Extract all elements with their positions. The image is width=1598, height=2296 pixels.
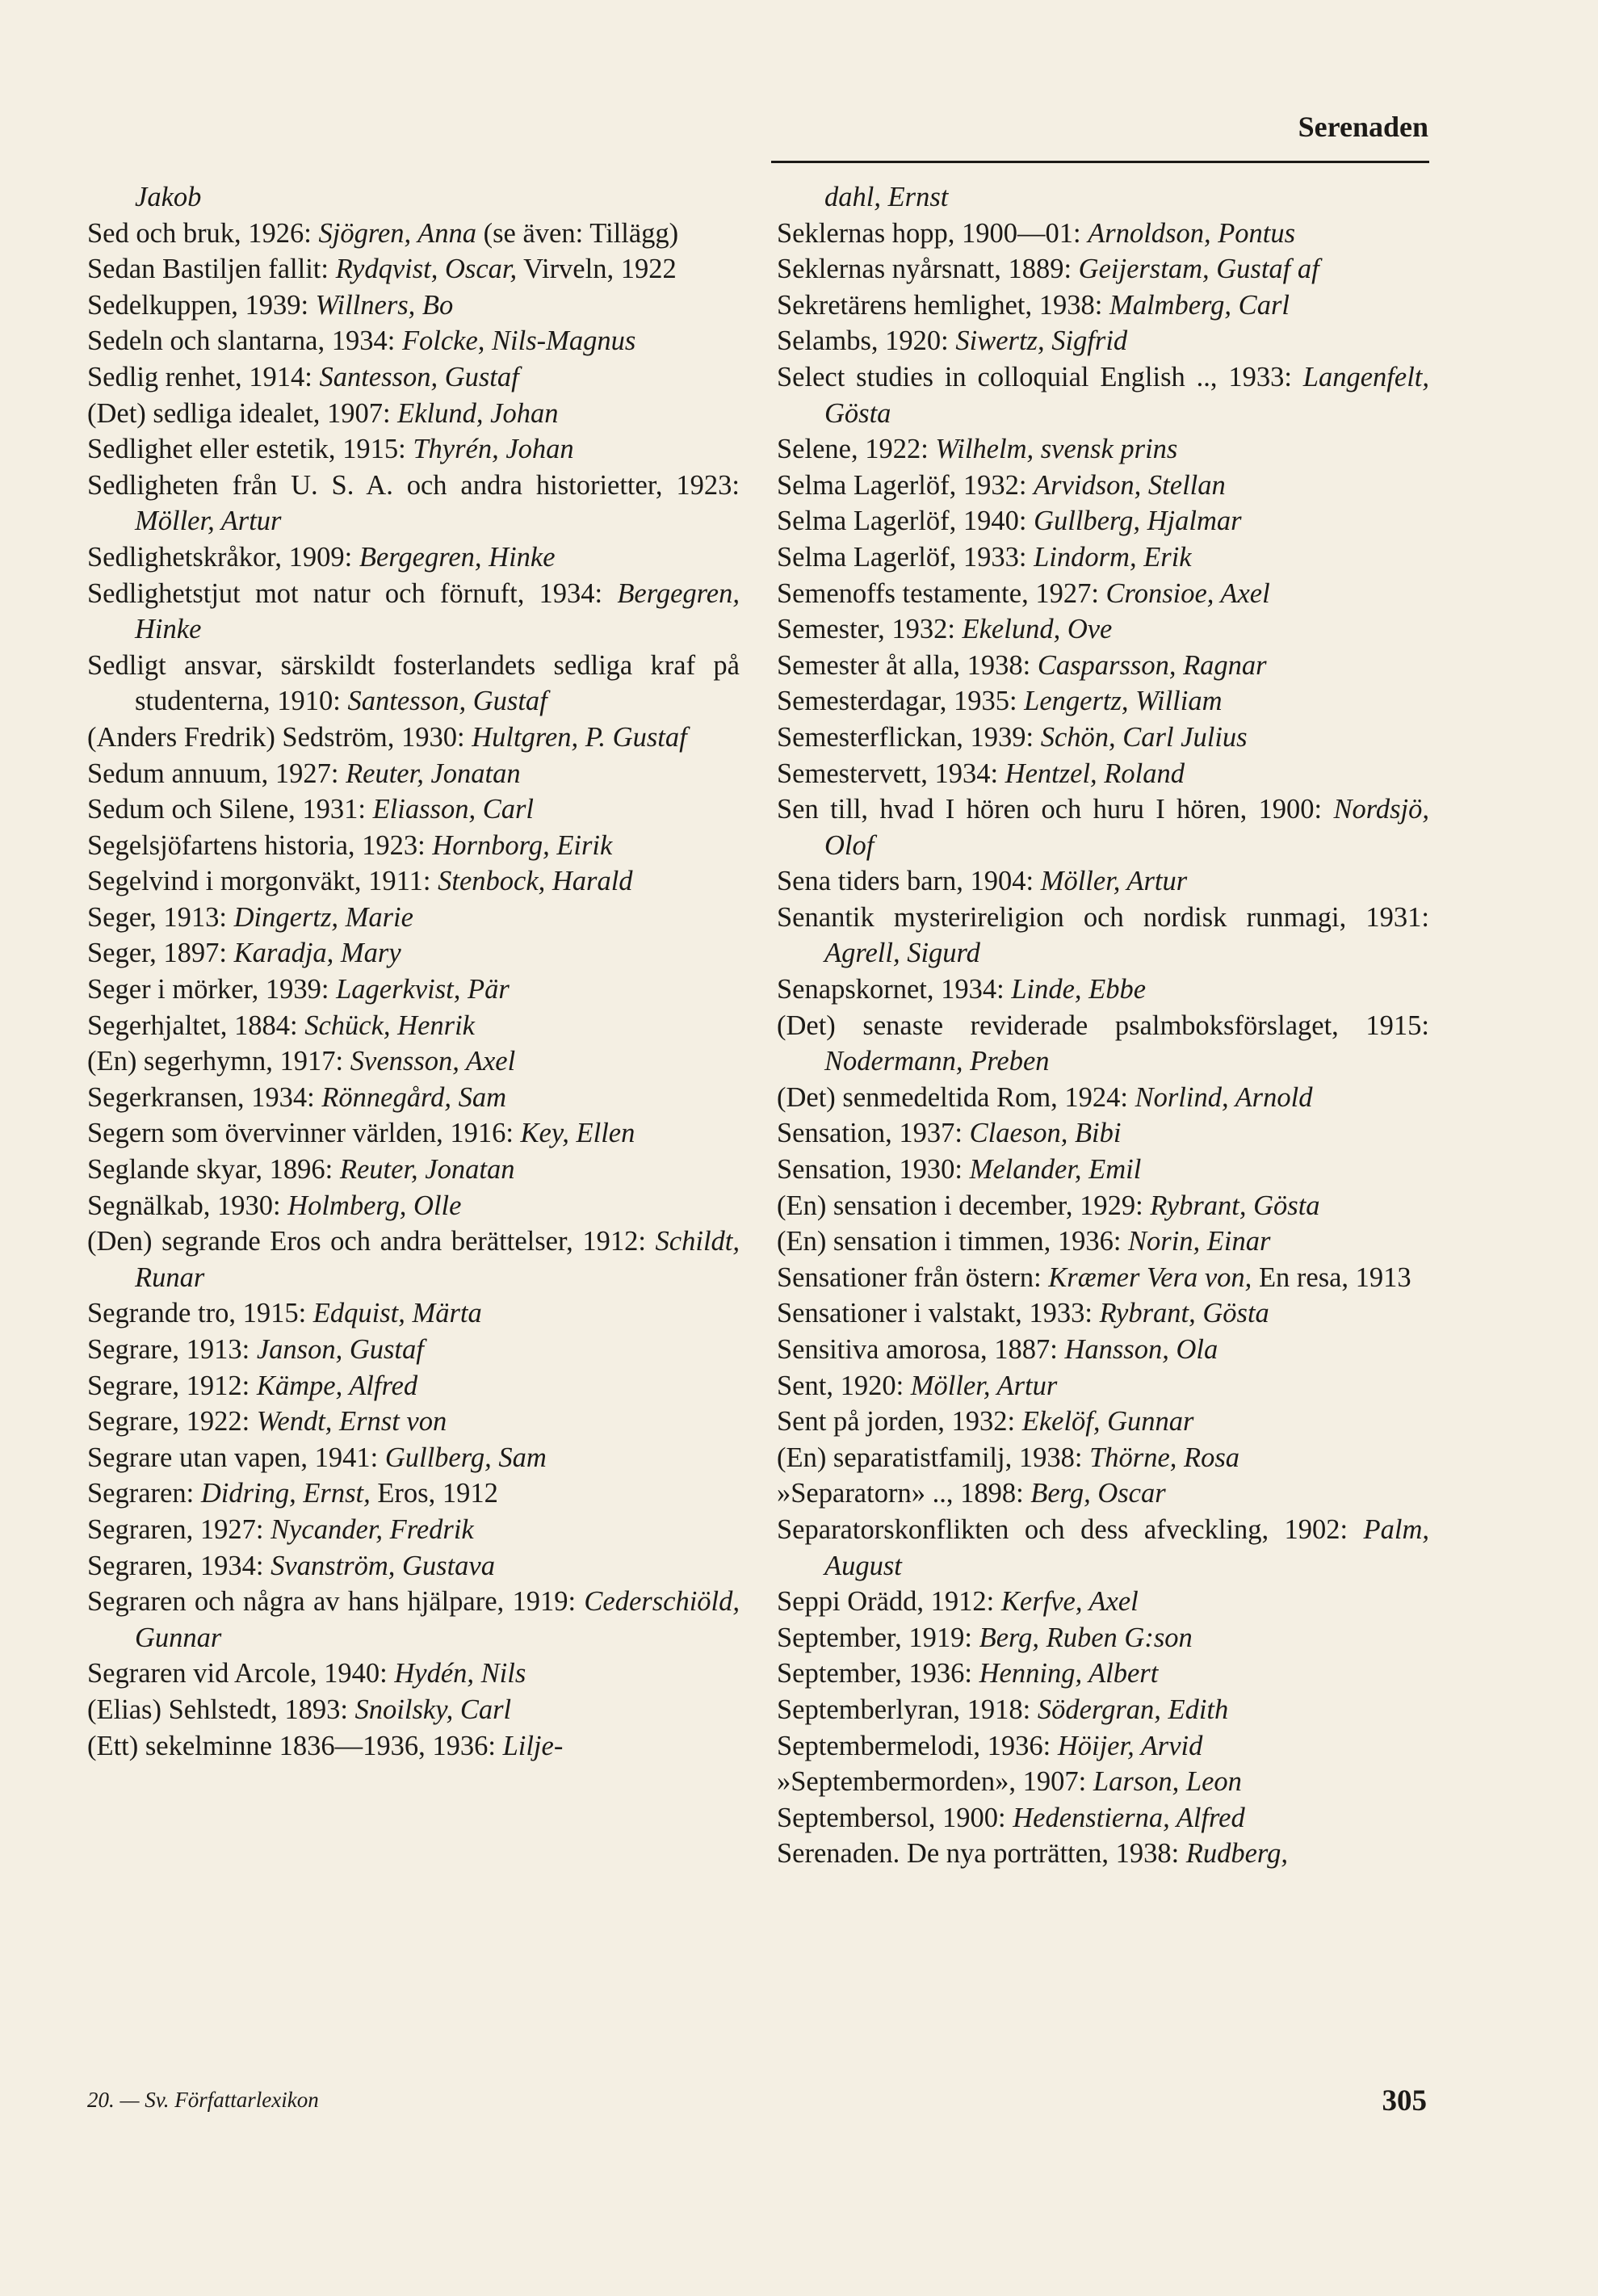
entry-title: Sena tiders barn, 1904: (777, 866, 1041, 897)
index-entry (87, 1728, 740, 1765)
entry-author: Hultgren, P. Gustaf (472, 721, 687, 753)
entry-title: Segrande tro, 1915: (87, 1298, 313, 1329)
entry-author: Svanström, Gustava (271, 1550, 495, 1581)
entry-title: Senantik mysterireligion och nordisk runmagi, 1931: (777, 901, 1429, 933)
entry-author: Melander, Emil (969, 1154, 1142, 1186)
entry-title: Sekretärens hemlighet, 1938: (777, 289, 1109, 321)
index-entry (87, 972, 740, 1008)
index-entry (87, 648, 740, 720)
entry-title: (Det) senaste reviderade psalmboksförslaget, 1915: (777, 1009, 1429, 1041)
index-entry (87, 935, 740, 972)
entry-author: Höijer, Arvid (1057, 1730, 1203, 1761)
entry-author: dahl, Ernst (824, 182, 949, 212)
entry-title: Separatorskonflikten och dess afveckling, 1902: (777, 1513, 1364, 1545)
entry-title: Segrare utan vapen, 1941: (87, 1442, 385, 1473)
index-entry (87, 1548, 740, 1585)
right-column (777, 179, 1429, 1872)
entry-author: Lagerkvist, Pär (336, 974, 510, 1005)
entry-author: Arnoldson, Pontus (1088, 217, 1296, 249)
entry-author: Rudberg, (1185, 1838, 1288, 1870)
entry-author: Schön, Carl Julius (1040, 721, 1248, 753)
index-entry (777, 1836, 1429, 1872)
index-entry (87, 1043, 740, 1080)
index-entry (87, 1440, 740, 1476)
index-entry (87, 791, 740, 828)
index-entry (87, 1295, 740, 1332)
entry-author: Nodermann, Preben (824, 1046, 1050, 1077)
index-entry (87, 1224, 740, 1295)
entry-author: Gullberg, Sam (384, 1442, 547, 1473)
entry-title: Segraren vid Arcole, 1940: (87, 1658, 395, 1689)
entry-title: Septemberlyran, 1918: (777, 1694, 1038, 1725)
entry-author: Eliasson, Carl (372, 794, 534, 825)
entry-author: Karadja, Mary (233, 938, 401, 969)
entry-author: Hentzel, Roland (1005, 758, 1185, 789)
entry-title: Semesterdagar, 1935: (777, 686, 1025, 717)
entry-author: Schück, Henrik (304, 1009, 475, 1041)
index-entry (87, 828, 740, 864)
entry-title: (Det) senmedeltida Rom, 1924: (777, 1081, 1135, 1113)
index-entry (87, 1692, 740, 1728)
entry-author: Rydqvist, Oscar, (335, 254, 518, 285)
index-entry (87, 900, 740, 936)
entry-title: Septembersol, 1900: (777, 1802, 1013, 1833)
entry-author: Thörne, Rosa (1089, 1442, 1240, 1473)
entry-author: Malmberg, Carl (1109, 289, 1290, 321)
index-entry (87, 1008, 740, 1044)
entry-title: Selambs, 1920: (777, 325, 956, 357)
entry-author: Möller, Artur (1040, 866, 1188, 897)
entry-title: Seglande skyar, 1896: (87, 1154, 340, 1186)
entry-author: Berg, Oscar (1030, 1478, 1166, 1509)
entry-author: Bergegren, Hinke (359, 541, 556, 573)
index-entry (777, 179, 1429, 216)
entry-suffix: Virveln, 1922 (517, 254, 677, 285)
entry-author: Jakob (135, 182, 202, 212)
entry-title: (Den) segrande Eros och andra berättelser, 1912: (87, 1226, 656, 1257)
index-entry (777, 1800, 1429, 1836)
index-entry (777, 1332, 1429, 1368)
entry-title: (Ett) sekelminne 1836—1936, 1936: (87, 1730, 503, 1761)
entry-author: Key, Ellen (520, 1118, 635, 1149)
index-entry (777, 1728, 1429, 1765)
entry-author: Hedenstierna, Alfred (1013, 1802, 1245, 1833)
index-entry (777, 359, 1429, 431)
entry-title: Sen till, hvad I hören och huru I hören, 1900: (777, 794, 1334, 825)
entry-author: Langenfelt, Gösta (824, 361, 1429, 429)
index-entry (87, 251, 740, 288)
index-entry (87, 720, 740, 756)
index-entry (777, 1692, 1429, 1728)
index-entry (777, 1656, 1429, 1692)
index-entry (777, 756, 1429, 792)
entry-title: (En) sensation i timmen, 1936: (777, 1226, 1129, 1257)
index-entry (777, 1188, 1429, 1224)
index-entry (777, 648, 1429, 684)
index-entry (87, 396, 740, 432)
entry-title: Sent, 1920: (777, 1370, 911, 1401)
index-entry (87, 1404, 740, 1440)
entry-title: Segraren, 1927: (87, 1513, 271, 1545)
index-entry (87, 1188, 740, 1224)
entry-title: (En) sensation i december, 1929: (777, 1190, 1151, 1221)
index-entry (777, 791, 1429, 863)
entry-title: Sensation, 1930: (777, 1154, 970, 1186)
index-entry (87, 1584, 740, 1656)
entry-title: Semesterflickan, 1939: (777, 721, 1041, 753)
index-entry (87, 1115, 740, 1152)
entry-author: Södergran, Edith (1037, 1694, 1229, 1725)
entry-title: (En) segerhymn, 1917: (87, 1046, 350, 1077)
index-entry (87, 539, 740, 576)
entry-author: Stenbock, Harald (438, 866, 633, 897)
left-column (87, 179, 740, 1764)
index-entry (777, 576, 1429, 612)
entry-author: Nordsjö, Olof (824, 794, 1429, 861)
entry-title: Sedligt ansvar, särskildt fosterlandets sedliga kraf på studenterna, 1910: (87, 649, 740, 717)
index-entry (87, 1475, 740, 1512)
entry-title: Segraren, 1934: (87, 1550, 271, 1581)
entry-author: Möller, Artur (135, 506, 282, 537)
entry-author: Geijerstam, Gustaf af (1078, 254, 1319, 285)
entry-author: Wendt, Ernst von (256, 1406, 447, 1438)
entry-title: Semenoffs testamente, 1927: (777, 577, 1106, 609)
entry-title: Seger, 1913: (87, 901, 234, 933)
index-entry (777, 1260, 1429, 1296)
index-entry (777, 1224, 1429, 1260)
index-entry (87, 468, 740, 539)
index-entry (777, 539, 1429, 576)
entry-author: Hornborg, Eirik (432, 829, 613, 861)
entry-author: Svensson, Axel (350, 1046, 516, 1077)
entry-title: Septembermelodi, 1936: (777, 1730, 1058, 1761)
index-entry (777, 431, 1429, 468)
entry-author: Kræmer Vera von, (1048, 1261, 1252, 1293)
entry-title: Sedelkuppen, 1939: (87, 289, 316, 321)
entry-author: Lindorm, Erik (1034, 541, 1192, 573)
entry-author: Berg, Ruben G:son (979, 1622, 1193, 1653)
entry-title: Selma Lagerlöf, 1932: (777, 469, 1034, 501)
index-entry (777, 251, 1429, 288)
index-entry (777, 863, 1429, 900)
entry-author: Claeson, Bibi (969, 1118, 1122, 1149)
entry-title: Segraren: (87, 1478, 201, 1509)
entry-author: Gullberg, Hjalmar (1034, 506, 1242, 537)
entry-author: Janson, Gustaf (256, 1334, 424, 1365)
entry-title: (Det) sedliga idealet, 1907: (87, 397, 398, 429)
entry-title: Sed och bruk, 1926: (87, 217, 319, 249)
entry-author: Bergegren, Hinke (135, 577, 740, 645)
index-entry (777, 1620, 1429, 1656)
index-entry (87, 1656, 740, 1692)
entry-author: Palm, August (824, 1513, 1429, 1581)
entry-title: Seklernas hopp, 1900—01: (777, 217, 1088, 249)
entry-author: Rönnegård, Sam (321, 1081, 507, 1113)
index-entry (777, 468, 1429, 504)
index-entry (87, 1332, 740, 1368)
index-entry (87, 1368, 740, 1404)
index-entry (777, 288, 1429, 324)
entry-title: Select studies in colloquial English .., 1933: (777, 361, 1303, 392)
entry-title: »Septembermorden», 1907: (777, 1766, 1093, 1798)
index-entry (777, 1764, 1429, 1800)
index-entry (777, 1440, 1429, 1476)
entry-title: Seppi Orädd, 1912: (777, 1586, 1001, 1618)
entry-author: Möller, Artur (910, 1370, 1058, 1401)
entry-title: Segern som övervinner världen, 1916: (87, 1118, 521, 1149)
entry-title: (Elias) Sehlstedt, 1893: (87, 1694, 355, 1725)
entry-title: Segrare, 1912: (87, 1370, 257, 1401)
entry-title: Sedum annuum, 1927: (87, 758, 346, 789)
entry-author: Ekelund, Ove (962, 614, 1113, 645)
entry-author: Eklund, Johan (397, 397, 559, 429)
index-entry (87, 359, 740, 396)
index-entry (777, 1295, 1429, 1332)
entry-title: Selma Lagerlöf, 1940: (777, 506, 1034, 537)
entry-title: Semestervett, 1934: (777, 758, 1005, 789)
index-entry (87, 179, 740, 216)
entry-title: Segraren och några av hans hjälpare, 1919: (87, 1586, 585, 1618)
index-entry (87, 288, 740, 324)
entry-title: (Anders Fredrik) Sedström, 1930: (87, 721, 472, 753)
index-entry (777, 216, 1429, 252)
entry-author: Ekelöf, Gunnar (1021, 1406, 1194, 1438)
entry-author: Snoilsky, Carl (354, 1694, 512, 1725)
entry-title: Semester, 1932: (777, 614, 963, 645)
index-entry (87, 323, 740, 359)
index-entry (777, 1475, 1429, 1512)
entry-title: Sedan Bastiljen fallit: (87, 254, 336, 285)
entry-title: Sedlighet eller estetik, 1915: (87, 434, 413, 465)
entry-title: (En) separatistfamilj, 1938: (777, 1442, 1090, 1473)
entry-author: Edquist, Märta (312, 1298, 482, 1329)
index-entry (777, 611, 1429, 648)
entry-title: Segrare, 1922: (87, 1406, 257, 1438)
entry-title: Semester åt alla, 1938: (777, 649, 1038, 681)
entry-author: Kämpe, Alfred (256, 1370, 418, 1401)
entry-title: Seklernas nyårsnatt, 1889: (777, 254, 1079, 285)
entry-title: Sedum och Silene, 1931: (87, 794, 373, 825)
index-entry (777, 1115, 1429, 1152)
entry-author: Santesson, Gustaf (347, 686, 547, 717)
entry-author: Norin, Einar (1128, 1226, 1271, 1257)
entry-author: Santesson, Gustaf (319, 361, 519, 392)
entry-title: Segnälkab, 1930: (87, 1190, 288, 1221)
index-entry (777, 972, 1429, 1008)
entry-author: Reuter, Jonatan (339, 1154, 515, 1186)
index-entry (777, 900, 1429, 972)
entry-title: Sensitiva amorosa, 1887: (777, 1334, 1065, 1365)
entry-title: Sedlighetstjut mot natur och förnuft, 1934: (87, 577, 618, 609)
index-entry (777, 683, 1429, 720)
entry-title: Senapskornet, 1934: (777, 974, 1012, 1005)
index-entry (87, 216, 740, 252)
index-entry (777, 1404, 1429, 1440)
index-entry (777, 1584, 1429, 1620)
index-entry (777, 720, 1429, 756)
entry-title: September, 1919: (777, 1622, 979, 1653)
entry-title: »Separatorn» .., 1898: (777, 1478, 1031, 1509)
index-entry (87, 1080, 740, 1116)
entry-title: Seger i mörker, 1939: (87, 974, 337, 1005)
index-entry (777, 1008, 1429, 1080)
entry-author: Schildt, Runar (135, 1226, 740, 1293)
index-entry (777, 1152, 1429, 1188)
index-entry (777, 1368, 1429, 1404)
entry-title: Sedligheten från U. S. A. och andra historietter, 1923: (87, 469, 740, 501)
entry-author: Rybrant, Gösta (1150, 1190, 1320, 1221)
entry-author: Hansson, Ola (1064, 1334, 1218, 1365)
index-entry (777, 1512, 1429, 1584)
entry-title: Segelvind i morgonväkt, 1911: (87, 866, 438, 897)
entry-author: Folcke, Nils-Magnus (401, 325, 636, 357)
entry-author: Norlind, Arnold (1135, 1081, 1313, 1113)
entry-suffix: (se även: Tillägg) (476, 217, 679, 249)
entry-title: Sensationer från östern: (777, 1261, 1049, 1293)
index-entry (777, 1080, 1429, 1116)
index-entry (87, 756, 740, 792)
entry-author: Sjögren, Anna (318, 217, 477, 249)
entry-author: Lengertz, William (1024, 686, 1223, 717)
entry-title: Segelsjöfartens historia, 1923: (87, 829, 433, 861)
entry-author: Linde, Ebbe (1011, 974, 1147, 1005)
footer-source: 20. — Sv. Författarlexikon (87, 2088, 319, 2112)
entry-title: Selma Lagerlöf, 1933: (777, 541, 1034, 573)
entry-author: Casparsson, Ragnar (1037, 649, 1267, 681)
entry-author: Lilje- (502, 1730, 564, 1761)
index-entry (87, 1512, 740, 1548)
entry-author: Nycander, Fredrik (271, 1513, 474, 1545)
entry-title: Seger, 1897: (87, 938, 234, 969)
entry-suffix: En resa, 1913 (1252, 1261, 1411, 1293)
entry-author: Arvidson, Stellan (1034, 469, 1226, 501)
index-entry (777, 323, 1429, 359)
entry-author: Willners, Bo (315, 289, 454, 321)
entry-author: Cederschiöld, Gunnar (135, 1586, 740, 1653)
entry-author: Cronsioe, Axel (1105, 577, 1270, 609)
index-entry (87, 431, 740, 468)
entry-author: Reuter, Jonatan (346, 758, 521, 789)
index-entry (87, 1152, 740, 1188)
entry-suffix: Eros, 1912 (370, 1478, 498, 1509)
index-entry (777, 503, 1429, 539)
entry-title: September, 1936: (777, 1658, 979, 1689)
entry-author: Siwertz, Sigfrid (955, 325, 1128, 357)
entry-title: Segrare, 1913: (87, 1334, 257, 1365)
entry-author: Larson, Leon (1093, 1766, 1242, 1798)
entry-title: Sedlighetskråkor, 1909: (87, 541, 359, 573)
entry-author: Agrell, Sigurd (824, 938, 980, 969)
index-entry (87, 576, 740, 648)
entry-author: Hydén, Nils (394, 1658, 526, 1689)
entry-author: Kerfve, Axel (1000, 1586, 1139, 1618)
running-head: Serenaden (1298, 111, 1428, 143)
entry-title: Serenaden. De nya porträtten, 1938: (777, 1838, 1186, 1870)
page-number: 305 (1382, 2084, 1427, 2118)
entry-author: Rybrant, Gösta (1099, 1298, 1269, 1329)
entry-author: Didring, Ernst, (200, 1478, 371, 1509)
header-rule (771, 161, 1429, 163)
entry-author: Holmberg, Olle (287, 1190, 462, 1221)
entry-author: Thyrén, Johan (413, 434, 574, 465)
index-entry (87, 863, 740, 900)
entry-author: Dingertz, Marie (233, 901, 413, 933)
entry-author: Wilhelm, svensk prins (935, 434, 1178, 465)
entry-title: Selene, 1922: (777, 434, 936, 465)
entry-title: Sent på jorden, 1932: (777, 1406, 1022, 1438)
entry-title: Sensation, 1937: (777, 1118, 970, 1149)
entry-title: Sensationer i valstakt, 1933: (777, 1298, 1100, 1329)
entry-title: Segerhjaltet, 1884: (87, 1009, 305, 1041)
entry-title: Sedlig renhet, 1914: (87, 361, 320, 392)
entry-title: Segerkransen, 1934: (87, 1081, 322, 1113)
entry-author: Henning, Albert (979, 1658, 1159, 1689)
entry-title: Sedeln och slantarna, 1934: (87, 325, 402, 357)
